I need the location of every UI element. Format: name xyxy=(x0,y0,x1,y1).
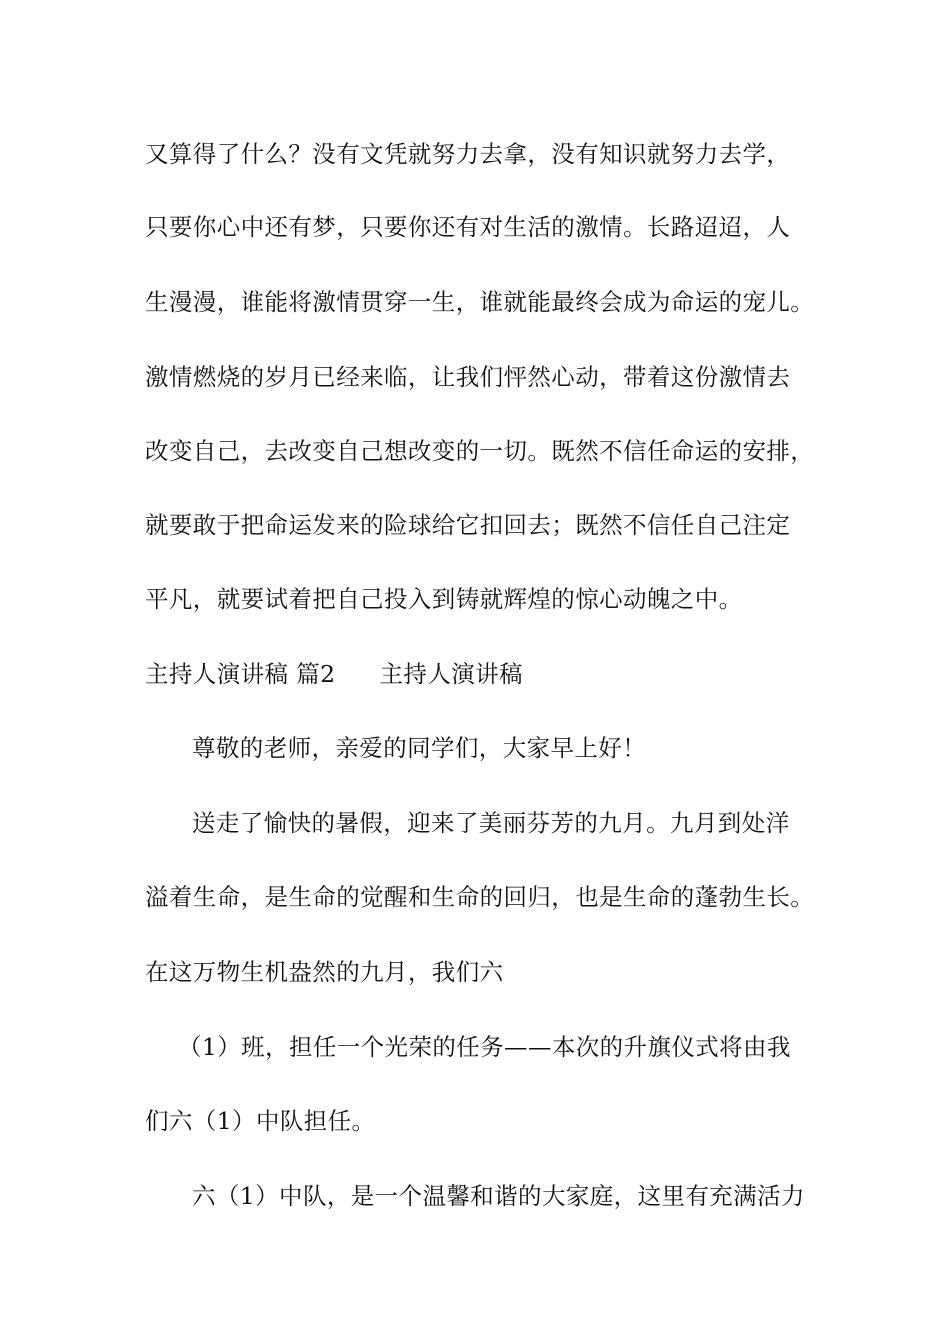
section-heading-label: 主持人演讲稿 篇2 xyxy=(145,660,336,688)
paragraph-line: 六（1）中队，是一个温馨和谐的大家庭，这里有充满活力 xyxy=(192,1182,805,1210)
section-heading xyxy=(145,657,523,691)
text-line: 只要你心中还有梦，只要你还有对生活的激情。长路迢迢，人 xyxy=(145,213,791,241)
text-line: 改变自己，去改变自己想改变的一切。既然不信任命运的安排， xyxy=(145,437,815,465)
paragraph-line: （1）班，担任一个光荣的任务——本次的升旗仪式将由我 xyxy=(178,1033,791,1061)
paragraph-line: 溢着生命，是生命的觉醒和生命的回归，也是生命的蓬勃生长。 xyxy=(145,883,815,911)
text-line: 生漫漫，谁能将激情贯穿一生，谁就能最终会成为命运的宠儿。 xyxy=(145,288,815,316)
text-line: 激情燃烧的岁月已经来临，让我们怦然心动，带着这份激情去 xyxy=(145,363,791,391)
text-line: 平凡，就要试着把自己投入到铸就辉煌的惊心动魄之中。 xyxy=(145,585,743,613)
paragraph-line: 在这万物生机盎然的九月，我们六 xyxy=(145,958,504,986)
section-heading-title: 主持人演讲稿 xyxy=(379,660,523,688)
paragraph-line: 送走了愉快的暑假，迎来了美丽芬芳的九月。九月到处洋 xyxy=(192,809,790,837)
text-line: 就要敢于把命运发来的险球给它扣回去；既然不信任自己注定 xyxy=(145,511,791,539)
paragraph-line: 尊敬的老师，亲爱的同学们，大家早上好！ xyxy=(192,734,647,762)
paragraph-line: 们六（1）中队担任。 xyxy=(145,1107,376,1135)
text-line: 又算得了什么？没有文凭就努力去拿，没有知识就努力去学， xyxy=(145,140,791,168)
